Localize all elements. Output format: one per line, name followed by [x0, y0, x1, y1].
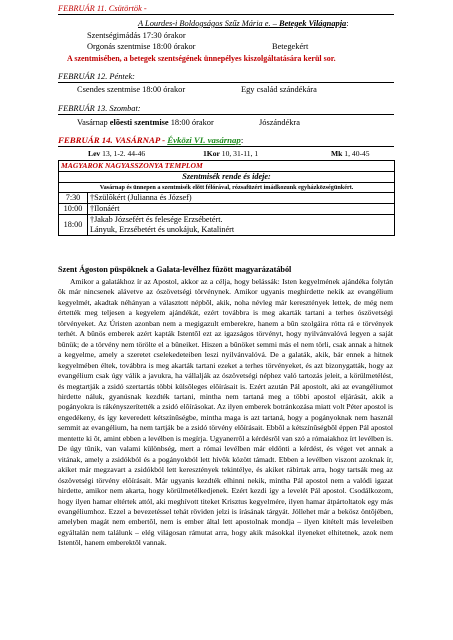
feb11-header: [58, 4, 394, 15]
intention-cell: †Ilonáért: [88, 204, 395, 215]
reading-1-ref: 13, 1-2. 44-46: [102, 149, 146, 158]
time-cell: 10:00: [59, 204, 88, 215]
feb13-mass-prefix: Vasárnap: [77, 118, 110, 127]
feb11-title-suffix: :: [346, 19, 349, 28]
table-row: [59, 193, 395, 204]
intention-cell: †Szülõkért (Julianna és József): [88, 193, 395, 204]
feb11-note: A szentmisében, a betegek szentségének ünnepélyes kiszolgáltatására kerül sor.: [67, 54, 336, 63]
church-name: MAGYAROK NAGYASSZONYA TEMPLOM: [59, 161, 395, 172]
reading-3-ref: 1, 40-45: [344, 149, 370, 158]
article-paragraph: Amikor a galatákhoz ír az Apostol, akkor az a célja, hogy belássák: Isten kegyelmének ajándéka folytán õk már nincsenek alávetve az ószövetségi törvénynek. Amikor ugyanis meghirdette nekik az evangélium kegyelmét, akadtak néhányan a választott népbõl, akik, noha névleg már keresztények lettek, de még nem értették meg teljesen a kegyelem ajándékát, ezért továbbra is meg akarták tartani a terhes ószövetségi törvényeket. Az Úristen azonban nem a megigazult emberekre, hanem a bûn szolgáira rótta rá e törvények terhét. A bûnös emberek azért kapták Istentõl ezt az igazságos törvényt, hogy nyilvánvalóvá legyen a saját bûnük; de a törvény nem törölte el a bûneiket. Hiszen a bûnöket semmi más el nem törli, csak annak a hitnek a kegyelme, amely a szeretet cselekedeteiben leszi nyilvánvalóvá. De a galaták, akik, bár ennek a hitnek kegyelmében éltek, továbbra is meg akarták tartani ezeket a terhes törvényeket, és azt bizonygatták, hogy az evangélium csak úgy válik a javukra, ha vállalják az ószövetségi néphez való tartozás jeleit, a körülmetélést, és megtartják a zsidó szertartás többi külsõleges elõírásait is. Ezért azután Pál apostolt, aki az evangéliumot hirdette náluk, gyanúsnak kezdték tartani, mintha nem tartaná meg a többi apostol eljárását, akik a pogányokra is rákényszerítették a zsidó elõírásokat. Az ilyen emberek botránkozása miatt volt Péter apostol is engedékeny, és így keveredett kétszínûségbe, mintha maga is azt tartaná, hogy a pogányoknak nem használ semmit az evangélium, ha nem tartják be a zsidó törvény elõírásait. Ebbõl a kétszínûségbõl éppen Pál apostol mentette ki õt, amint ebben a levélben is megírja. Ugyanerrõl a kérdésrõl van szó a rómaiakhoz írt levélben is. De úgy tûnik, van valami különbség, mert a római levélben már eldönti a kérdést, és véget vet annak a vitának, amely a zsidókból és a pogányokból lett hívõk között támadt. Ebben a levélben viszont azoknak ír, akiket már megzavart a zsidókból lett keresztények tekintélye, és akiket rábírtak arra, hogy tartsák meg az ószövetségi törvény elõírásait. Már ugyanis kezdték elhinni nekik, mintha Pál apostol nem a valódi igazat hirdette, amikor nem akarta, hogy körülmetélkedjenek. Ezért kezdi így a levelét Pál apostol. Csodálkozom, hogy ilyen hamar eltértek attól, aki meghívott titeket Krisztus kegyelmére, ilyen hamar átpártoltatok egy más evangéliumhoz. Ezzel a bevezetéssel tehát röviden jelzi is írásának tárgyát. Jóllehet már a bekösz öntõjében, amelyben magát nem embertõl, nem is ember által lett apostolnak mondja – ilyen kitételt más leveleiben egyáltalán nem találunk – elég világosan rámutat arra, hogy akik másokkal ilyeneket elhitetnek, azok nem Istentõl, hanem emberektõl vannak.: [58, 277, 393, 548]
reading-3-label: Mk: [331, 149, 343, 158]
schedule-note: Vasárnap és ünnepen a szentmisék elõtt félórával, rózsafüzért imádkozunk egyházközségünkért.: [59, 183, 395, 193]
feb14-header: [58, 135, 394, 147]
table-row: [59, 215, 395, 236]
feb14-header-bold: FEBRUÁR 14. VASÁRNAP -: [58, 135, 168, 145]
feb13-mass-suffix: 18:00 órakor: [168, 118, 214, 127]
reading-2-ref: 10, 31-11, 1: [221, 149, 259, 158]
reading-2-label: 1Kor: [203, 149, 220, 158]
feb13-mass-intention: Jószándékra: [259, 118, 300, 127]
feb13-mass: [77, 118, 214, 128]
feb11-mass: Orgonás szentmise 18:00 órakor: [87, 42, 196, 51]
feb14-reading-3: [331, 149, 370, 159]
feb11-header-text: FEBRUÁR 11. Csütörtök -: [58, 4, 147, 13]
feb11-title-prefix: A Lourdes-i Boldogságos Szűz Mária e. –: [138, 19, 279, 28]
feb14-header-end: :: [240, 135, 244, 145]
article-body: [58, 277, 393, 637]
feb12-mass-intention: Egy család szándékára: [241, 85, 317, 94]
feb12-mass: Csendes szentmise 18:00 órakor: [77, 85, 186, 94]
feb12-header-text: FEBRUÁR 12. Péntek:: [58, 72, 135, 81]
feb13-header-text: FEBRUÁR 13. Szombat:: [58, 104, 141, 113]
feb11-adoration: Szentségimádás 17:30 órakor: [87, 31, 186, 40]
feb14-reading-1: [88, 149, 145, 159]
feb13-header: [58, 104, 394, 115]
article-title: Szent Ágoston püspöknek a Galata-levélhez fûzött magyarázatából: [58, 265, 292, 274]
intention-line: Lányuk, Erzsébetért és unokájuk, Katalinért: [90, 225, 235, 234]
schedule-subtitle: Szentmisék rende és ideje:: [59, 172, 395, 183]
feb14-reading-2: [203, 149, 258, 159]
feb11-title-bold: Betegek Világnapja: [278, 19, 347, 28]
intention-cell: [88, 215, 395, 236]
feb13-mass-bold: elõesti szentmise: [109, 118, 169, 127]
feb12-header: [58, 72, 394, 83]
feb14-header-green: Évközi VI. vasárnap: [167, 135, 241, 145]
time-cell: 7:30: [59, 193, 88, 204]
feb11-mass-intention: Betegekért: [272, 42, 309, 51]
feb11-title: [138, 19, 349, 29]
reading-1-label: Lev: [88, 149, 101, 158]
time-cell: 18:00: [59, 215, 88, 236]
table-row: [59, 204, 395, 215]
intention-line: †Jakab Józsefért és felesége Erzsébetért.: [90, 215, 223, 224]
mass-schedule-table: [58, 160, 395, 236]
